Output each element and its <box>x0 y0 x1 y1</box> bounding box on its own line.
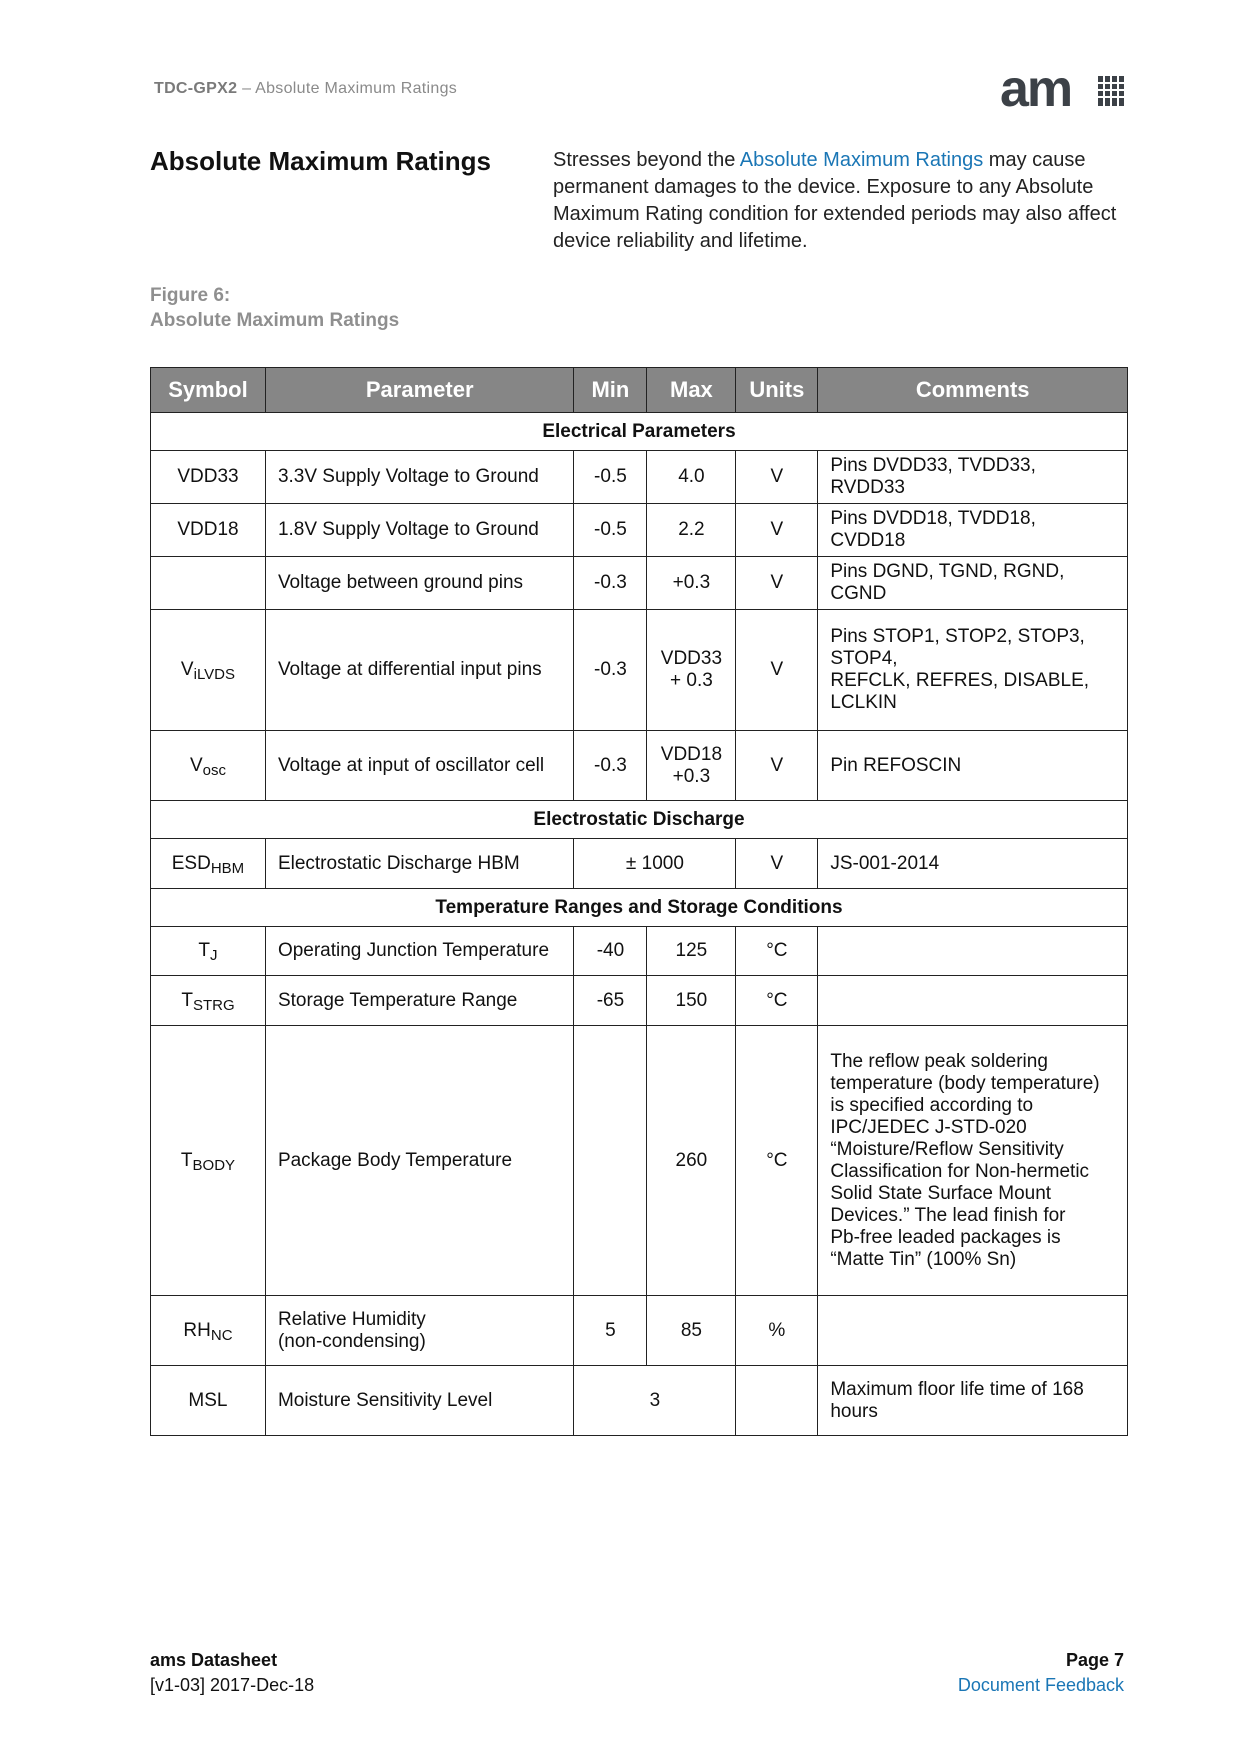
comment-line: Pins STOP1, STOP2, STOP3, <box>830 626 1085 647</box>
comment-line: Pb-free leaded packages is <box>830 1226 1061 1248</box>
cell-parameter: 3.3V Supply Voltage to Ground <box>265 451 574 504</box>
symbol-subscript: BODY <box>192 1156 236 1174</box>
col-header-parameter: Parameter <box>265 368 574 413</box>
category-electrical: Electrical Parameters <box>151 413 1128 451</box>
cell-max <box>647 731 736 801</box>
symbol-main: V <box>180 659 194 680</box>
cell-units <box>736 1366 818 1436</box>
max-line: VDD18 <box>660 743 723 765</box>
table-row <box>151 839 1128 889</box>
cell-comments <box>818 1366 1128 1436</box>
comment-line: “Moisture/Reflow Sensitivity <box>830 1138 1064 1160</box>
cell-units: °C <box>736 927 818 976</box>
max-line: +0.3 <box>672 765 711 787</box>
symbol-main: T <box>198 940 211 961</box>
cell-min: -40 <box>574 927 647 976</box>
footer-right <box>958 1648 1124 1698</box>
cell-units: V <box>736 557 818 610</box>
footer-doc-title: ams Datasheet <box>150 1650 278 1670</box>
category-row <box>151 801 1128 839</box>
cell-min: -65 <box>574 976 647 1026</box>
cell-units: V <box>736 731 818 801</box>
cell-symbol <box>151 731 266 801</box>
cell-comments: Pins DVDD33, TVDD33, RVDD33 <box>818 451 1128 504</box>
cell-min: -0.3 <box>574 610 647 731</box>
cell-units: °C <box>736 976 818 1026</box>
figure-number: Figure 6: <box>150 285 231 306</box>
symbol-subscript: HBM <box>210 859 245 877</box>
symbol-subscript: STRG <box>192 996 235 1014</box>
table-row <box>151 557 1128 610</box>
ams-logo <box>1000 70 1140 112</box>
amr-link[interactable]: Absolute Maximum Ratings <box>739 149 984 171</box>
symbol-subscript: iLVDS <box>193 666 236 683</box>
cell-symbol: VDD18 <box>151 504 266 557</box>
cell-max: +0.3 <box>647 557 736 610</box>
cell-units: V <box>736 504 818 557</box>
table-row <box>151 451 1128 504</box>
intro-paragraph <box>553 147 1133 255</box>
symbol-main: T <box>180 1149 193 1171</box>
intro-pre: Stresses beyond the <box>553 149 740 171</box>
cell-max: 260 <box>647 1026 736 1296</box>
cell-parameter: Operating Junction Temperature <box>265 927 574 976</box>
comment-line: Solid State Surface Mount <box>830 1182 1052 1204</box>
comment-line: STOP4, <box>830 648 898 669</box>
table-row <box>151 1026 1128 1296</box>
section-title: Absolute Maximum Ratings <box>150 146 491 176</box>
category-esd: Electrostatic Discharge <box>151 801 1128 839</box>
comment-line: Devices.” The lead finish for <box>830 1204 1066 1226</box>
cell-parameter: Storage Temperature Range <box>265 976 574 1026</box>
cell-min-max: 3 <box>574 1366 736 1436</box>
cell-max: 85 <box>647 1296 736 1366</box>
cell-symbol <box>151 839 266 889</box>
symbol-main: ESD <box>171 852 211 874</box>
cell-symbol <box>151 976 266 1026</box>
footer-version: [v1-03] 2017-Dec-18 <box>150 1675 315 1695</box>
cell-comments <box>818 1296 1128 1366</box>
table-row <box>151 1366 1128 1436</box>
cell-comments <box>818 610 1128 731</box>
cell-comments <box>818 1026 1128 1296</box>
cell-max: 4.0 <box>647 451 736 504</box>
col-header-max: Max <box>647 368 736 413</box>
cell-max: 125 <box>647 927 736 976</box>
comment-line: IPC/JEDEC J-STD-020 <box>830 1116 1027 1138</box>
header-product: TDC-GPX2 <box>154 80 238 97</box>
category-row <box>151 889 1128 927</box>
header-separator: – <box>242 80 252 97</box>
parameter-line: (non-condensing) <box>277 1330 426 1352</box>
comment-line: is specified according to <box>830 1094 1034 1116</box>
logo-text: am <box>1000 70 1072 112</box>
symbol-main: V <box>189 754 203 776</box>
table-row <box>151 504 1128 557</box>
cell-units: V <box>736 451 818 504</box>
cell-units: V <box>736 610 818 731</box>
cell-comments <box>818 976 1128 1026</box>
cell-symbol <box>151 1026 266 1296</box>
cell-symbol <box>151 1296 266 1366</box>
header-section: Absolute Maximum Ratings <box>255 80 458 97</box>
symbol-subscript: osc <box>202 761 226 779</box>
comment-line: temperature (body temperature) <box>830 1072 1100 1094</box>
cell-min: -0.3 <box>574 557 647 610</box>
figure-title: Absolute Maximum Ratings <box>150 310 400 331</box>
cell-symbol <box>151 610 266 731</box>
cell-symbol <box>151 927 266 976</box>
table-row <box>151 927 1128 976</box>
cell-comments: JS-001-2014 <box>818 839 1128 889</box>
cell-units: °C <box>736 1026 818 1296</box>
footer-left <box>150 1648 314 1698</box>
cell-min: -0.3 <box>574 731 647 801</box>
symbol-subscript: NC <box>210 1326 233 1344</box>
cell-comments: Pins DVDD18, TVDD18, CVDD18 <box>818 504 1128 557</box>
cell-parameter: Voltage between ground pins <box>265 557 574 610</box>
running-header <box>154 80 457 98</box>
cell-units: % <box>736 1296 818 1366</box>
symbol-main: RH <box>183 1319 211 1341</box>
cell-parameter: Electrostatic Discharge HBM <box>265 839 574 889</box>
cell-max: 2.2 <box>647 504 736 557</box>
cell-max: 150 <box>647 976 736 1026</box>
cell-min: 5 <box>574 1296 647 1366</box>
parameter-line: Relative Humidity <box>277 1308 426 1330</box>
cell-max <box>647 610 736 731</box>
logo-dot-grid-icon <box>1096 76 1126 106</box>
comment-line: The reflow peak soldering <box>830 1050 1048 1072</box>
col-header-symbol: Symbol <box>151 368 266 413</box>
absolute-maximum-ratings-table <box>150 367 1128 1436</box>
symbol-main: T <box>181 989 193 1011</box>
comment-line: “Matte Tin” (100% Sn) <box>830 1248 1017 1270</box>
comment-line: Maximum floor life time of 168 <box>830 1378 1084 1400</box>
comment-line: LCLKIN <box>830 692 897 713</box>
cell-symbol: VDD33 <box>151 451 266 504</box>
cell-min-max: ± 1000 <box>574 839 736 889</box>
intro-post: may cause permanent damages to the device. Exposure to any Absolute Maximum Rating condition for extended periods may also affect device reliability and lifetime. <box>553 149 1117 252</box>
cell-min: -0.5 <box>574 504 647 557</box>
cell-min: -0.5 <box>574 451 647 504</box>
comment-line: REFCLK, REFRES, DISABLE, <box>830 670 1090 691</box>
cell-parameter: Moisture Sensitivity Level <box>265 1366 574 1436</box>
category-row <box>151 413 1128 451</box>
comment-line: hours <box>830 1400 878 1422</box>
symbol-subscript: J <box>210 947 218 964</box>
cell-comments: Pins DGND, TGND, RGND, CGND <box>818 557 1128 610</box>
max-line: VDD33 <box>660 648 723 669</box>
cell-comments: Pin REFOSCIN <box>818 731 1128 801</box>
col-header-comments: Comments <box>818 368 1128 413</box>
comment-line: Classification for Non-hermetic <box>830 1160 1090 1182</box>
document-feedback-link[interactable]: Document Feedback <box>957 1675 1124 1695</box>
cell-min <box>574 1026 647 1296</box>
table-row <box>151 976 1128 1026</box>
cell-parameter: Voltage at differential input pins <box>265 610 574 731</box>
cell-symbol <box>151 557 266 610</box>
col-header-units: Units <box>736 368 818 413</box>
col-header-min: Min <box>574 368 647 413</box>
cell-symbol: MSL <box>151 1366 266 1436</box>
table-row <box>151 610 1128 731</box>
cell-parameter <box>265 1296 574 1366</box>
cell-parameter: Voltage at input of oscillator cell <box>265 731 574 801</box>
table-row <box>151 1296 1128 1366</box>
cell-comments <box>818 927 1128 976</box>
table-header-row <box>151 368 1128 413</box>
figure-caption <box>150 283 399 333</box>
max-line: + 0.3 <box>670 670 713 691</box>
cell-units: V <box>736 839 818 889</box>
category-temperature: Temperature Ranges and Storage Conditions <box>151 889 1128 927</box>
table-row <box>151 731 1128 801</box>
cell-parameter: Package Body Temperature <box>265 1026 574 1296</box>
cell-parameter: 1.8V Supply Voltage to Ground <box>265 504 574 557</box>
page-number: Page 7 <box>1065 1650 1124 1670</box>
